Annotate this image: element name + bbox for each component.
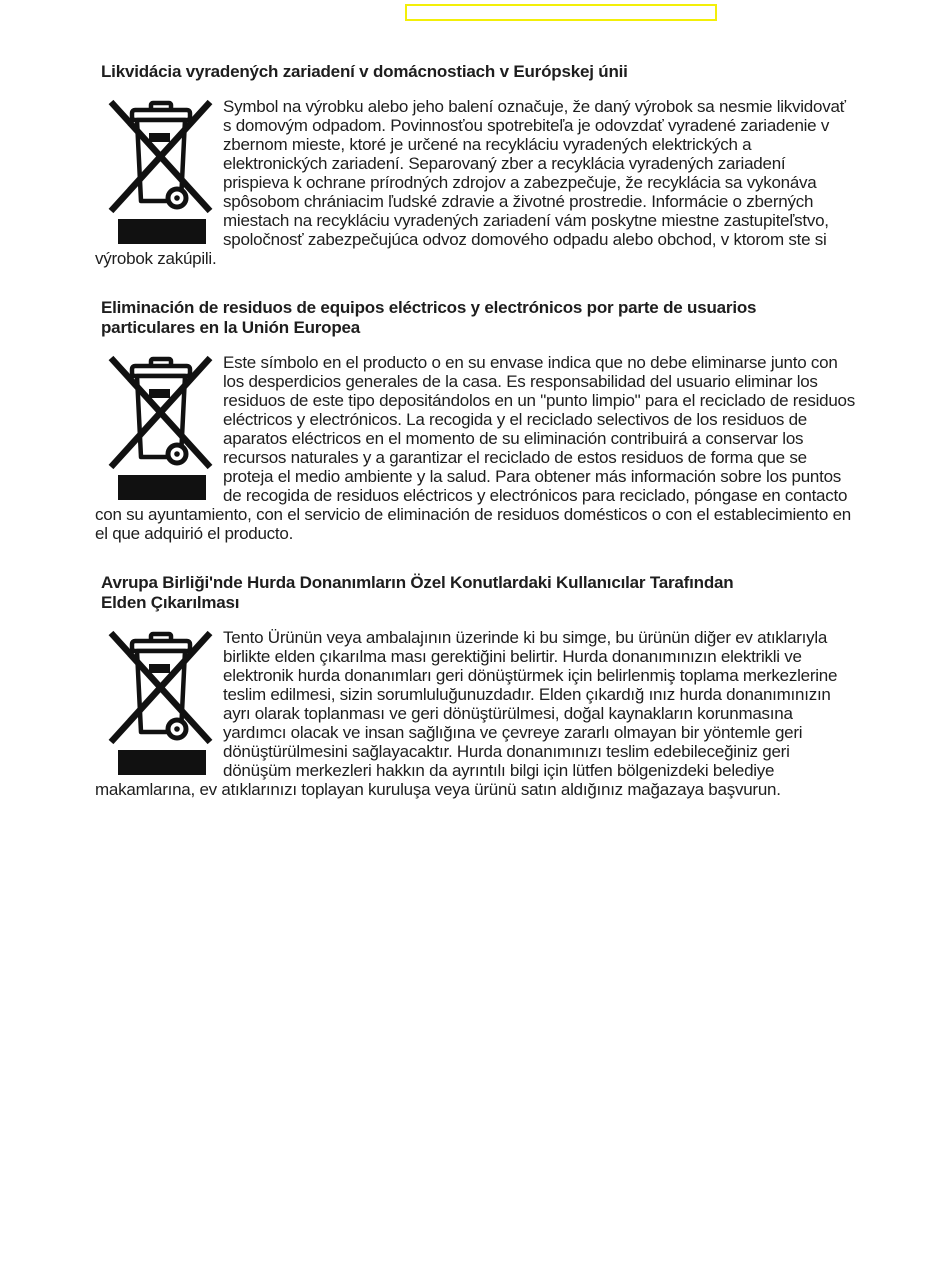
weee-black-bar-icon bbox=[118, 475, 206, 500]
section-body-slovak bbox=[95, 97, 855, 268]
weee-crossed-bin-icon bbox=[108, 99, 213, 244]
crossed-out-wheeled-bin-icon bbox=[108, 355, 213, 473]
search-highlight-box bbox=[405, 4, 717, 21]
section-slovak bbox=[95, 62, 855, 268]
weee-black-bar-icon bbox=[118, 750, 206, 775]
section-heading-spanish: Eliminación de residuos de equipos eléctricos y electrónicos por parte de usuarios particulares en la Unión Europea bbox=[101, 298, 757, 337]
section-paragraph-spanish: Este símbolo en el producto o en su envase indica que no debe eliminarse junto con los desperdicios generales de la casa. Es responsabilidad del usuario eliminar los residuos de este tipo depositándolos en un "punto limpio" para el reciclado de residuos eléctricos y electrónicos. La recogida y el reciclado selectivos de los residuos de aparatos eléctricos en el momento de su eliminación contribuirá a conservar los recursos naturales y a garantizar el reciclado de estos residuos de forma que se proteja el medio ambiente y la salud. Para obtener más información sobre los puntos de recogida de residuos eléctricos y electrónicos para reciclado, póngase en contacto con su ayuntamiento, con el servicio de eliminación de residuos domésticos o con el establecimiento en el que adquirió el producto. bbox=[95, 353, 856, 543]
crossed-out-wheeled-bin-icon bbox=[108, 630, 213, 748]
section-heading-slovak: Likvidácia vyradených zariadení v domácnostiach v Európskej únii bbox=[101, 62, 628, 81]
section-body-spanish bbox=[95, 353, 855, 543]
crossed-out-wheeled-bin-icon bbox=[108, 99, 213, 217]
section-turkish bbox=[95, 573, 855, 799]
section-body-turkish bbox=[95, 628, 855, 799]
section-paragraph-slovak: Symbol na výrobku alebo jeho balení označuje, že daný výrobok sa nesmie likvidovať s domovým odpadom. Povinnosťou spotrebiteľa je odovzdať vyradené zariadenie v zbernom mieste, ktoré je určené na recykláciu vyradených elektrických a elektronických zariadení. Separovaný zber a recyklácia vyradených zariadení prispieva k ochrane prírodných zdrojov a zabezpečuje, že recyklácia sa vykonáva spôsobom chrániacim ľudské zdravie a životné prostredie. Informácie o zberných miestach na recykláciu vyradených zariadení vám poskytne miestne zastupiteľstvo, spoločnosť zabezpečujúca odvoz domového odpadu alebo obchod, v ktorom ste si výrobok zakúpili. bbox=[95, 97, 846, 268]
section-paragraph-turkish: Tento Ürünün veya ambalajının üzerinde ki bu simge, bu ürünün diğer ev atıklarıyla birlikte elden çıkarılma ması gerektiğini belirtir. Hurda donanımınızın elektrikli ve elektronik hurda donanımları geri dönüştürmek için belirlenmiş toplama merkezlerine teslim edilmesi, sizin sorumluluğunuzdadır. Elden çıkardığ ınız hurda donanımınızın ayrı olarak toplanması ve geri dönüştürülmesi, doğal kaynakların korunmasına yardımcı olacak ve insan sağlığına ve çevreye zararlı olmayan bir yöntemle geri dönüştürülmesini sağlayacaktır. Hurda donanımınızı teslim edebileceğiniz geri dönüşüm merkezleri hakkın da ayrıntılı bilgi için lütfen bölgenizdeki belediye makamlarına, ev atıklarınızı toplayan kuruluşa veya ürünü satın aldığınız mağazaya başvurun. bbox=[95, 628, 838, 799]
weee-black-bar-icon bbox=[118, 219, 206, 244]
section-spanish bbox=[95, 298, 855, 543]
weee-crossed-bin-icon bbox=[108, 355, 213, 500]
section-heading-turkish: Avrupa Birliği'nde Hurda Donanımların Özel Konutlardaki Kullanıcılar Tarafından Elden Çıkarılması bbox=[101, 573, 734, 612]
weee-crossed-bin-icon bbox=[108, 630, 213, 775]
